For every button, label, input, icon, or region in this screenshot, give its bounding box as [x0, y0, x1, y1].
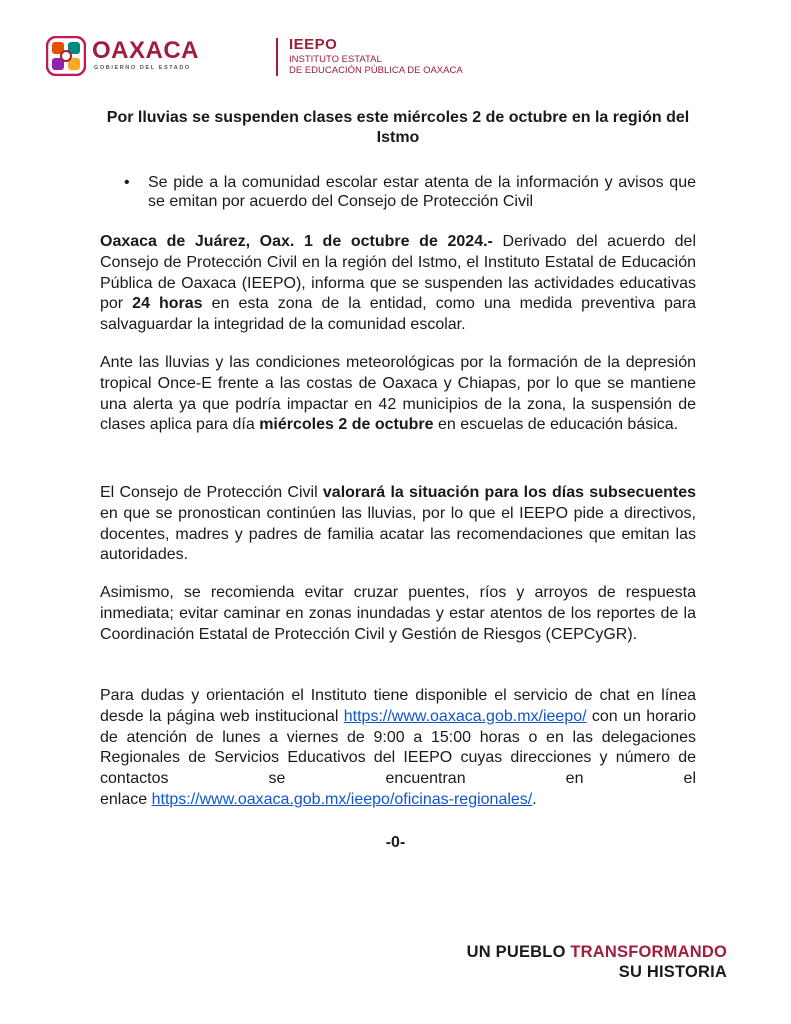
slogan-part-1: UN PUEBLO — [466, 943, 571, 961]
ieepo-acronym: IEEPO — [289, 36, 338, 53]
paragraph-4: Asimismo, se recomienda evitar cruzar puentes, ríos y arroyos de respuesta inmediata; evitar caminar en zonas inundadas y estar atentos de los reportes de la Coordinación Estatal de Protección Civil y Gestión de Riesgos (CEPCyGR). — [100, 584, 696, 643]
ieepo-name-line2: DE EDUCACIÓN PÚBLICA DE OAXACA — [289, 65, 463, 76]
oaxaca-emblem-icon — [46, 36, 86, 76]
dateline: Oaxaca de Juárez, Oax. 1 de octubre de 2024.- — [100, 233, 493, 250]
end-mark: -0- — [385, 834, 406, 851]
paragraph-5: Para dudas y orientación el Instituto tiene disponible el servicio de chat en línea desde la página web institucional https://www.oaxaca.gob.mx/ieepo/ con un horario de atención de lunes a viernes de 9:00 a 15:00 horas o en las delegaciones Regionales de Servicios Educativos del IEEPO cuyas direcciones y número de contactos se encuentran en el enlace https://www.oaxaca.gob.mx/ieepo/oficinas-regionales/. — [100, 687, 696, 808]
slogan — [467, 942, 727, 982]
oaxaca-logo-text: OAXACA — [92, 37, 200, 64]
bullet-icon: • — [124, 174, 130, 191]
regional-offices-link[interactable]: https://www.oaxaca.gob.mx/ieepo/oficinas-regionales/ — [151, 790, 533, 808]
paragraph-1: Oaxaca de Juárez, Oax. 1 de octubre de 2024.- Derivado del acuerdo del Consejo de Protección Civil en la región del Istmo, el Instituto Estatal de Educación Pública de Oaxaca (IEEPO), informa que se suspenden las actividades educativas por 24 horas en esta zona de la entidad, como una medida preventiva para salvaguardar la integridad de la comunidad escolar. — [100, 233, 697, 334]
paragraph-3: El Consejo de Protección Civil valorará la situación para los días subsecuentes en que se pronostican continúen las lluvias, por lo que el IEEPO pide a directivos, docentes, madres y padres de familia acatar las recomendaciones que emitan las autoridades. — [100, 484, 697, 564]
paragraph-2: Ante las lluvias y las condiciones meteorológicas por la formación de la depresión tropical Once-E frente a las costas de Oaxaca y Chiapas, por lo que se mantiene una alerta ya que podría impactar en 42 municipios de la zona, la suspensión de clases aplica para día miércoles 2 de octubre en escuelas de educación básica. — [100, 354, 696, 434]
oaxaca-logo-subtitle: GOBIERNO DEL ESTADO — [94, 65, 191, 71]
slogan-part-2: TRANSFORMANDO — [570, 943, 727, 961]
press-release-title: Por lluvias se suspenden clases este miércoles 2 de octubre en la región del Istmo — [106, 109, 690, 146]
ieepo-website-link[interactable]: https://www.oaxaca.gob.mx/ieepo/ — [343, 707, 587, 725]
ieepo-name-line1: INSTITUTO ESTATAL — [289, 54, 382, 65]
letterhead — [46, 34, 466, 82]
slogan-part-3: SU HISTORIA — [618, 963, 727, 981]
summary-bullet-text: Se pide a la comunidad escolar estar atenta de la información y avisos que se emitan por acuerdo del Consejo de Protección Civil — [148, 174, 696, 210]
header-divider — [276, 38, 278, 76]
